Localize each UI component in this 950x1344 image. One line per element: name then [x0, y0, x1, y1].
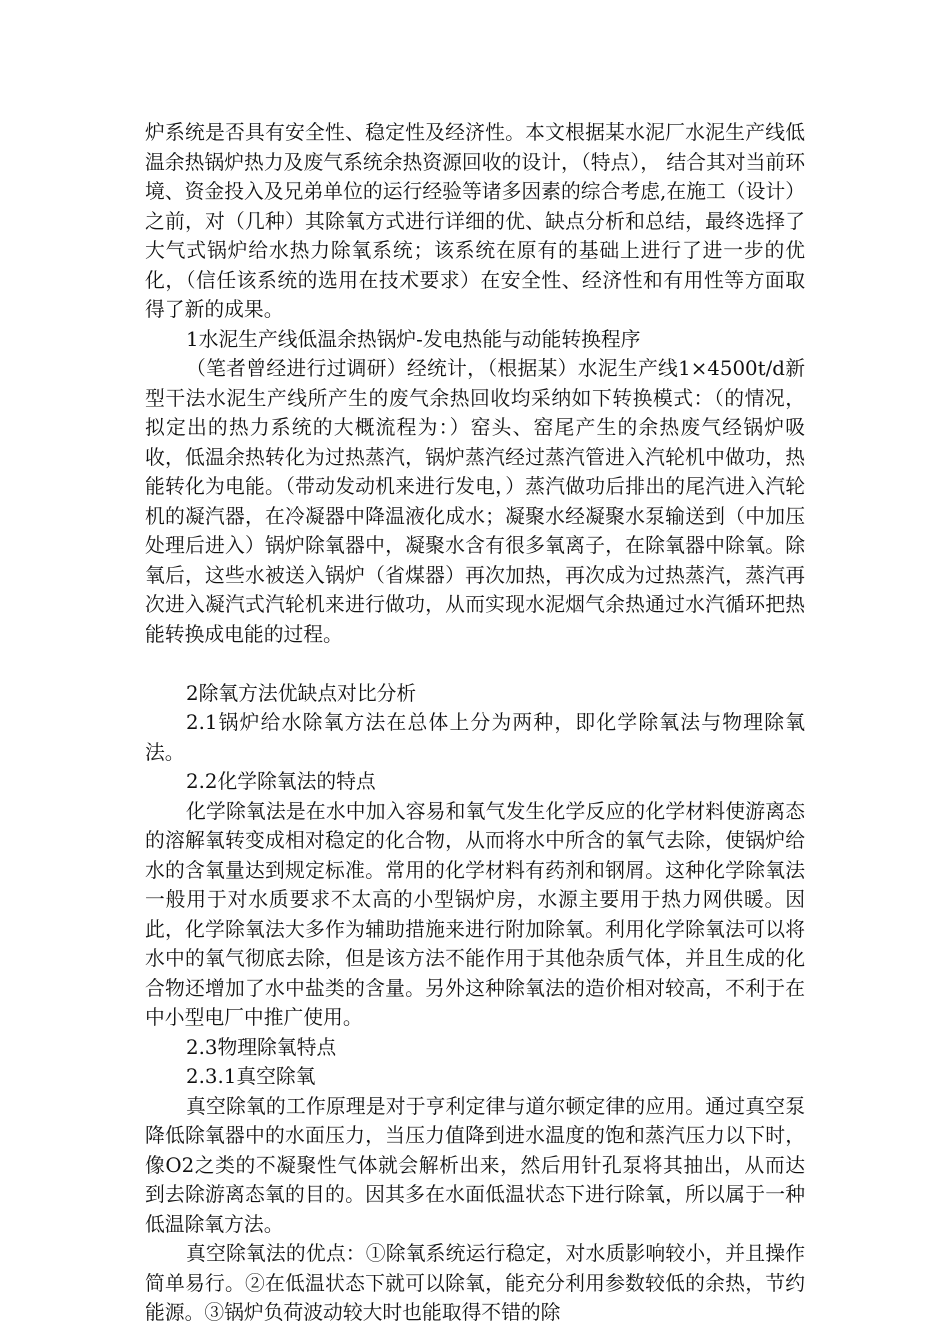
paragraph-spacer	[145, 649, 805, 679]
section-2-2-heading: 2.2化学除氧法的特点	[186, 770, 376, 793]
section-2-3-1-heading: 2.3.1真空除氧	[186, 1065, 316, 1088]
section-1-heading: 1水泥生产线低温余热锅炉-发电热能与动能转换程序	[186, 327, 641, 351]
vacuum-advantages-paragraph: 真空除氧法的优点：①除氧系统运行稳定，对水质影响较小，并且操作简单易行。②在低温状态下就可以除氧，能充分利用参数较低的余热，节约能源。③锅炉负荷波动较大时也能取得不错的除	[145, 1242, 805, 1324]
document-body	[145, 118, 805, 1328]
intro-paragraph: 炉系统是否具有安全性、稳定性及经济性。本文根据某水泥厂水泥生产线低温余热锅炉热力及废气系统余热资源回收的设计，（特点）， 结合其对当前环境、资金投入及兄弟单位的运行经验等诸多因素的综合考虑,在施工（设计）之前，对（几种）其除氧方式进行详细的优、缺点分析和总结，最终选择了大气式锅炉给水热力除氧系统；该系统在原有的基础上进行了进一步的优化，（信任该系统的选用在技术要求）在安全性、经济性和有用性等方面取得了新的成果。	[145, 121, 805, 321]
section-1-body: （笔者曾经进行过调研）经统计，（根据某）水泥生产线1×4500t/d新型干法水泥生产线所产生的废气余热回收均采纳如下转换模式：（的情况，拟定出的热力系统的大概流程为：）窑头、窑尾产生的余热废气经锅炉吸收，低温余热转化为过热蒸汽，锅炉蒸汽经过蒸汽管进入汽轮机中做功，热能转化为电能。（带动发动机来进行发电，）蒸汽做功后排出的尾汽进入汽轮机的凝汽器，在冷凝器中降温液化成水；凝聚水经凝聚水泵输送到（中加压处理后进入）锅炉除氧器中，凝聚水含有很多氧离子，在除氧器中除氧。除氧后，这些水被送入锅炉（省煤器）再次加热，再次成为过热蒸汽，蒸汽再次进入凝汽式汽轮机来进行做功，从而实现水泥烟气余热通过水汽循环把热能转换成电能的过程。	[145, 357, 805, 646]
section-2-3-heading: 2.3物理除氧特点	[186, 1035, 337, 1059]
section-2-heading: 2除氧方法优缺点对比分析	[186, 681, 417, 705]
section-2-3-1-body: 真空除氧的工作原理是对于亨利定律与道尔顿定律的应用。通过真空泵降低除氧器中的水面压力，当压力值降到进水温度的饱和蒸汽压力以下时，像O2之类的不凝聚性气体就会解析出来，然后用针孔泵将其抽出，从而达到去除游离态氧的目的。因其多在水面低温状态下进行除氧，所以属于一种低温除氧方法。	[145, 1094, 805, 1236]
section-2-2-body: 化学除氧法是在水中加入容易和氧气发生化学反应的化学材料使游离态的溶解氧转变成相对稳定的化合物，从而将水中所含的氧气去除，使锅炉给水的含氧量达到规定标准。常用的化学材料有药剂和钢屑。这种化学除氧法一般用于对水质要求不太高的小型锅炉房，水源主要用于热力网供暖。因此，化学除氧法大多作为辅助措施来进行附加除氧。利用化学除氧法可以将水中的氧气彻底去除，但是该方法不能作用于其他杂质气体，并且生成的化合物还增加了水中盐类的含量。另外这种除氧法的造价相对较高，不利于在中小型电厂中推广使用。	[145, 799, 805, 1029]
section-2-1-paragraph: 2.1锅炉给水除氧方法在总体上分为两种，即化学除氧法与物理除氧法。	[145, 711, 805, 764]
